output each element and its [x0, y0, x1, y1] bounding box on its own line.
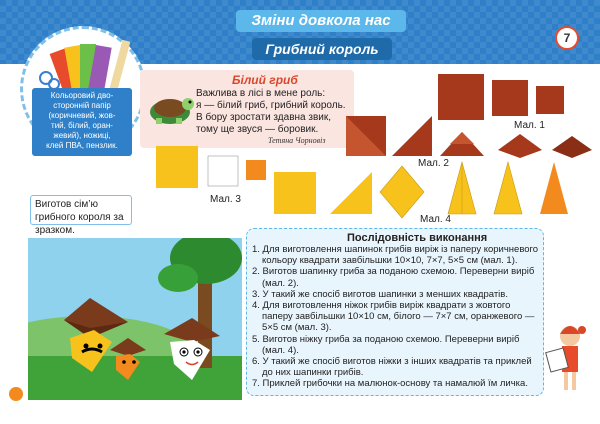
step-item: 2. Виготов шапинку гриба за поданою схемою. Переверни виріб (мал. 2).: [252, 266, 535, 289]
step-item: 1. Для виготовлення шапинок грибів виріж із паперу коричневого кольору квадрати завбільшки 10×10, 7×7, 5×5 см (мал. 1).: [252, 244, 539, 267]
poem-title: Білий гриб: [232, 73, 298, 87]
figure-label-3: Мал. 3: [210, 194, 241, 205]
step-item: 7. Приклей грибочки на малюнок-основу та намалюй їм личка.: [252, 378, 528, 390]
section-title: Зміни довкола нас: [236, 10, 406, 32]
poem-author: Тетяна Чорновіз: [268, 136, 326, 145]
figure-label-4: Мал. 4: [420, 214, 451, 225]
step-item: 6. У такий же спосіб виготов ніжки з інших квадратів та приклей до них шапинки грибів.: [252, 356, 532, 379]
page-number: 7: [555, 26, 579, 50]
figure-label-1: Мал. 1: [514, 120, 545, 131]
girl-with-book-icon: [540, 320, 590, 394]
mushroom-family-photo: [28, 238, 242, 400]
materials-line: клей ПВА, пензлик.: [46, 141, 118, 150]
poem-line: В бору зростати здавна звик,: [196, 112, 331, 123]
poem-line: Важлива в лісі в мене роль:: [196, 88, 326, 99]
yellow-square: [156, 146, 198, 188]
white-square: [208, 156, 238, 186]
steps-title: Послідовність виконання: [347, 232, 488, 244]
brown-square-large: [438, 74, 484, 120]
step-item: 5. Виготов ніжку гриба за поданою схемою. Переверни виріб (мал. 4).: [252, 333, 520, 356]
materials-line: сторонній папір: [53, 101, 111, 110]
orange-dot-icon: [8, 386, 24, 402]
brown-square-medium: [492, 80, 528, 116]
step-item: 3. У такий же спосіб виготов шапинки з менших квадратів.: [252, 288, 508, 300]
steps-list: [252, 244, 542, 390]
task-instruction: Виготов сім’ю грибного короля за зразком.: [30, 195, 132, 225]
materials-line: жевий), ножиці,: [53, 131, 111, 140]
materials-line: (коричневий, жов-: [48, 111, 116, 120]
poem-line: я — білий гриб, грибний король.: [196, 100, 346, 111]
poem-line: тому ще звуся — боровик.: [196, 124, 319, 135]
orange-square: [246, 160, 266, 180]
materials-line: Кольоровий дво-: [50, 91, 114, 100]
step-item: 4. Для виготовлення ніжок грибів виріж квадрати з жовтого паперу завбільшки 10×10 см, білого — 7×7 см, оранжевого — 5×5 см (мал. 3).: [252, 300, 535, 334]
figure-label-2: Мал. 2: [418, 158, 449, 169]
brown-square-small: [536, 86, 564, 114]
materials-line: тий, білий, оран-: [51, 121, 113, 130]
lesson-title: Грибний король: [252, 38, 392, 60]
